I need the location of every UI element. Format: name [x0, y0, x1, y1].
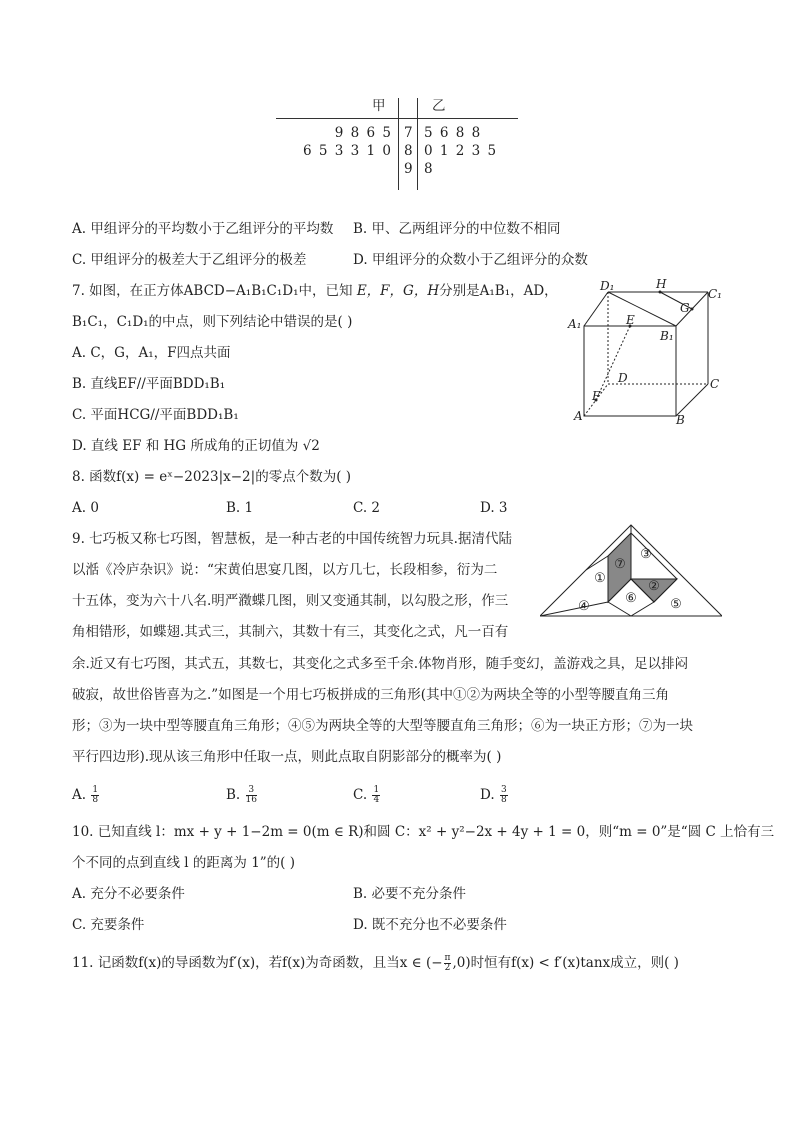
- q9-a-den: 8: [92, 795, 99, 805]
- label-g: G: [680, 301, 690, 315]
- q9-b-num: 3: [246, 786, 257, 796]
- q9-option-a: [72, 786, 100, 805]
- q9-c-num: 1: [373, 785, 380, 795]
- q9-line-6: 破寂，故世俗皆喜为之.”如图是一个用七巧板拼成的三角形(其中①②为两块全等的小型等腰直角三角: [72, 687, 669, 703]
- stem-leaf-right-row-3: 8: [424, 161, 433, 177]
- piece-label-6: ⑥: [625, 591, 637, 606]
- q7-option-b: B. 直线EF//平面BDD₁B₁: [72, 376, 226, 392]
- label-b: B: [676, 413, 685, 427]
- q9-option-d: [480, 786, 509, 805]
- q7-option-d: D. 直线 EF 和 HG 所成角的正切值为 √2: [72, 438, 320, 454]
- q10-line-1: 10. 已知直线 l：mx + y + 1−2m = 0(m ∈ R)和圆 C：x² + y²−2x + 4y + 1 = 0，则“m = 0”是“圆 C 上恰有三: [72, 824, 775, 840]
- q9-option-d-fraction: [500, 786, 508, 805]
- q10-option-d: D. 既不充分也不必要条件: [353, 917, 507, 933]
- q9-option-b: [226, 786, 258, 805]
- q10-option-b: B. 必要不充分条件: [353, 886, 467, 902]
- tangram-figure: [540, 524, 722, 618]
- q9-line-5: 余.近又有七巧图，其式五，其数七，其变化之式多至千余.体物肖形，随手变幻，盖游戏之具，足以排闷: [72, 656, 689, 672]
- q11-part-2: ,0)时恒有f(x) < f′(x)tanx成立，则( ): [452, 955, 679, 971]
- q9-option-b-fraction: [246, 786, 257, 805]
- q9-line-1: 9. 七巧板又称七巧图，智慧板，是一种古老的中国传统智力玩具.据清代陆: [72, 531, 512, 547]
- stem-leaf-vline-1: [398, 98, 399, 190]
- q8-option-c: C. 2: [353, 500, 381, 516]
- q9-option-d-prefix: D.: [480, 787, 495, 803]
- q10-option-a: A. 充分不必要条件: [72, 886, 185, 902]
- q7-stem-line-2: B₁C₁，C₁D₁的中点，则下列结论中错误的是( ): [72, 314, 353, 330]
- q9-option-b-prefix: B.: [226, 787, 241, 803]
- label-d1: D₁: [600, 279, 615, 293]
- q11-stem: [72, 954, 679, 973]
- label-c1: C₁: [708, 287, 722, 301]
- q6-option-a: A. 甲组评分的平均数小于乙组评分的平均数: [72, 221, 334, 237]
- q11-frac-num: π: [444, 953, 451, 963]
- q9-a-num: 1: [92, 785, 99, 795]
- q11-part-1: 11. 记函数f(x)的导函数为f′(x)，若f(x)为奇函数，且当x ∈ (−: [72, 955, 443, 971]
- cube-figure: [560, 278, 730, 428]
- stem-leaf-left-row-2: 6 5 3 3 1 0: [303, 143, 391, 159]
- q11-frac-den: 2: [444, 963, 451, 973]
- q10-line-2: 个不同的点到直线 l 的距离为 1”的( ): [72, 855, 296, 871]
- label-c: C: [710, 377, 720, 391]
- stem-leaf-hline: [276, 118, 518, 119]
- q9-option-c-fraction: [372, 786, 380, 805]
- stem-leaf-stem-row-2: 8: [404, 143, 413, 159]
- q9-line-7: 形；③为一块中型等腰直角三角形；④⑤为两块全等的大型等腰直角三角形；⑥为一块正方形；⑦为一块: [72, 718, 693, 734]
- q7-stem-line-1: [72, 282, 558, 300]
- label-b1: B₁: [660, 329, 674, 343]
- q7-stem-line-1-text: 7. 如图，在正方体ABCD−A₁B₁C₁D₁中，已知: [72, 283, 353, 299]
- q9-line-3: 十五体，变为六十八名.明严瀓蝶几图，则又变通其制，以勾股之形，作三: [72, 593, 509, 609]
- q7-stem-vars: E，F，G，H: [356, 283, 440, 299]
- q8-option-b: B. 1: [226, 500, 254, 516]
- q9-c-den: 4: [373, 795, 380, 805]
- piece-label-4: ④: [578, 599, 590, 614]
- stem-leaf-left-row-1: 9 8 6 5: [334, 125, 391, 141]
- stem-leaf-header-yi: 乙: [432, 98, 446, 114]
- stem-leaf-right-row-2: 0 1 2 3 5: [424, 143, 497, 159]
- label-h: H: [656, 278, 667, 291]
- piece-label-7: ⑦: [614, 557, 626, 572]
- q9-option-c-prefix: C.: [353, 787, 368, 803]
- piece-label-1: ①: [594, 571, 606, 586]
- stem-leaf-stem-row-1: 7: [404, 125, 413, 141]
- q9-line-4: 角相错形，如蝶翅.其式三，其制六，其数十有三，其变化之式，凡一百有: [72, 624, 509, 640]
- piece-label-5: ⑤: [670, 597, 682, 612]
- q9-option-a-prefix: A.: [72, 787, 87, 803]
- label-e: E: [626, 313, 635, 327]
- q9-option-c: [353, 786, 381, 805]
- q9-line-8: 平行四边形).现从该三角形中任取一点，则此点取自阴影部分的概率为( ): [72, 749, 502, 765]
- label-d: D: [618, 371, 628, 385]
- stem-leaf-header-jia: 甲: [372, 98, 386, 114]
- q8-option-a: A. 0: [72, 500, 99, 516]
- stem-leaf-vline-2: [417, 98, 418, 190]
- q6-option-c: C. 甲组评分的极差大于乙组评分的极差: [72, 252, 307, 268]
- piece-label-2: ②: [648, 579, 660, 594]
- q9-d-den: 8: [500, 795, 507, 805]
- stem-leaf-stem-row-3: 9: [404, 161, 413, 177]
- q9-b-den: 16: [245, 795, 257, 805]
- q7-stem-line-1-end: 分别是A₁B₁，AD，: [439, 283, 558, 299]
- q7-option-c: C. 平面HCG//平面BDD₁B₁: [72, 407, 239, 423]
- label-a1: A₁: [568, 317, 582, 331]
- q9-d-num: 3: [500, 785, 507, 795]
- q8-stem: 8. 函数f(x) = eˣ−2023|x−2|的零点个数为( ): [72, 469, 352, 485]
- q7-option-a: A. C，G，A₁，F四点共面: [72, 345, 231, 361]
- q8-option-d: D. 3: [480, 500, 508, 516]
- label-f: F: [592, 389, 601, 403]
- piece-label-3: ③: [640, 547, 652, 562]
- stem-leaf-table: [276, 92, 518, 192]
- q9-option-a-fraction: [91, 786, 99, 805]
- q11-fraction: [444, 954, 452, 973]
- stem-leaf-right-row-1: 5 6 8 8: [424, 125, 481, 141]
- q6-option-b: B. 甲、乙两组评分的中位数不相同: [353, 221, 561, 237]
- q10-option-c: C. 充要条件: [72, 917, 145, 933]
- label-a: A: [574, 409, 583, 423]
- q9-line-2: 以湉《冷庐杂识》说：“宋黄伯思宴几图，以方几七，长段相参，衍为二: [72, 562, 498, 578]
- q6-option-d: D. 甲组评分的众数小于乙组评分的众数: [353, 252, 588, 268]
